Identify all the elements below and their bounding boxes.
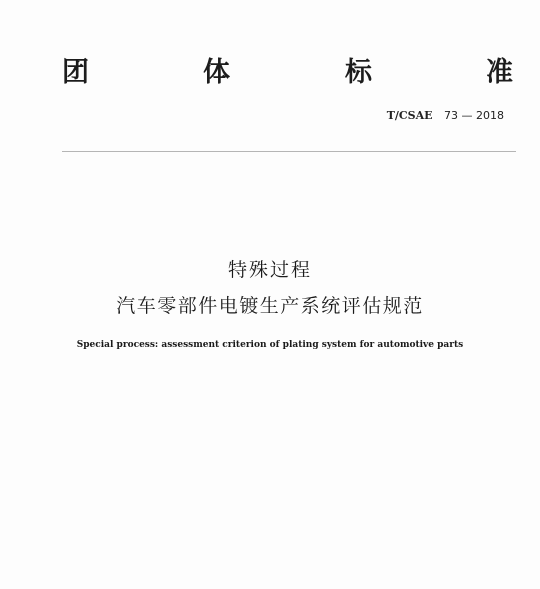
heading-char: 体: [203, 57, 230, 88]
standard-code: T/CSAE: [386, 109, 433, 122]
document-title-english: Special process: assessment criterion of plating system for automotive parts: [76, 340, 464, 350]
heading-char: 标: [345, 57, 372, 88]
document-title-line2: 汽车零部件电镀生产系统评估规范: [116, 295, 424, 317]
document-title-line1: 特殊过程: [227, 259, 312, 281]
header-divider: [62, 151, 516, 152]
standard-identifier: [387, 109, 504, 123]
heading-char: 准: [486, 57, 513, 88]
document-type-heading: [62, 56, 516, 90]
heading-char: 团: [62, 57, 89, 88]
standard-number: 73 — 2018: [444, 109, 504, 122]
